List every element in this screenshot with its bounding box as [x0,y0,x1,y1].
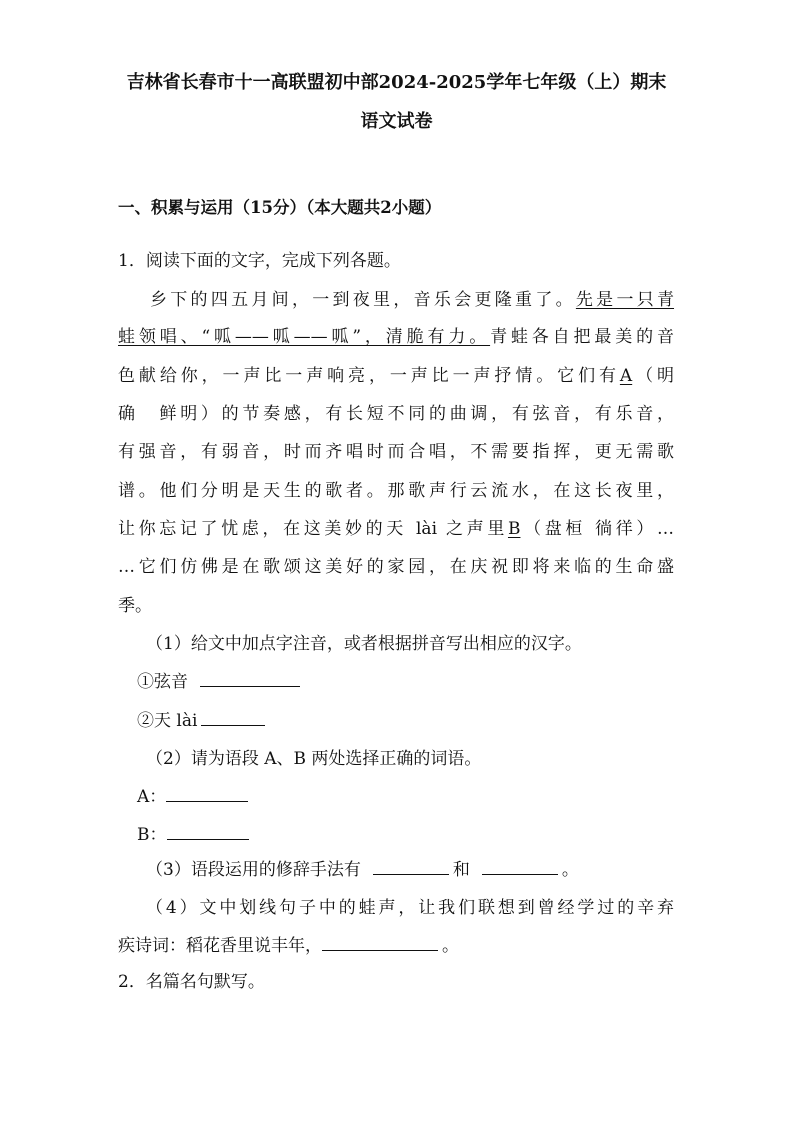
question-1-stem: 1．阅读下面的文字，完成下列各题。 [118,251,401,271]
passage-line-1 [150,285,674,310]
passage-line-7 [118,514,674,539]
passage-text: 青蛙各自把最美的音 [490,327,674,347]
answer-blank[interactable] [200,669,300,687]
exam-title-line1: 吉林省长春市十一高联盟初中部2024-2025学年七年级（上）期末 [126,72,667,93]
passage-text: （盘桓 徜徉）… [520,519,674,539]
underlined-sentence: 蛙领唱、“呱——呱——呱”，清脆有力。 [118,327,491,347]
passage-text: 让你忘记了忧虑，在这美妙的天 lài 之声里 [118,519,508,539]
passage-line-6: 谱。他们分明是天生的歌者。那歌声行云流水，在这长夜里， [118,481,674,501]
sub-question-4-line-1: （4）文中划线句子中的蛙声，让我们联想到曾经学过的辛弃 [146,898,674,918]
passage-line-3 [118,361,674,386]
underlined-sentence: 先是一只青 [575,290,675,310]
passage-line-8: …它们仿佛是在歌颂这美好的家园，在庆祝即将来临的生命盛 [118,557,674,577]
sub-question-1-prompt: （1）给文中加点字注音，或者根据拼音写出相应的汉字。 [146,634,582,654]
question-2-stem: 2．名篇名句默写。 [118,972,265,992]
blank-marker-a: A [619,366,633,386]
sub-question-2-b: B： [137,820,693,845]
section-heading: 一、积累与运用（15分）（本大题共2小题） [118,198,442,217]
sub-question-3: （3）语段运用的修辞手法有 和 。 [146,855,702,880]
passage-text: （明 [632,366,675,386]
passage-line-5: 有强音，有弱音，时而齐唱时而合唱，不需要指挥，更无需歌 [118,442,674,462]
answer-blank[interactable] [373,857,449,875]
blank-marker-b: B [507,519,521,539]
passage-text: 乡下的四五月间，一到夜里，音乐会更隆重了。 [150,290,576,310]
answer-blank[interactable] [322,933,438,951]
sub-question-2-prompt: （2）请为语段 A、B 两处选择正确的词语。 [146,749,482,769]
answer-blank-b[interactable] [167,822,249,840]
passage-text: 色献给你，一声比一声响亮，一声比一声抒情。它们有 [118,366,620,386]
sub-question-1-item-1: ①弦音 [137,667,693,692]
answer-blank[interactable] [201,708,265,726]
passage-line-9: 季。 [118,596,152,616]
sub-question-1-item-2: ②天 lài [137,706,693,731]
exam-title-line2: 语文试卷 [360,111,433,132]
passage-line-4: 确 鲜明）的节奏感，有长短不同的曲调，有弦音，有乐音， [118,404,674,424]
sub-question-4-line-2: 疾诗词：稻花香里说丰年， 。 [118,931,674,956]
answer-blank[interactable] [482,857,558,875]
answer-blank-a[interactable] [166,784,248,802]
passage-line-2 [118,322,674,347]
sub-question-2-a: A： [137,782,693,807]
